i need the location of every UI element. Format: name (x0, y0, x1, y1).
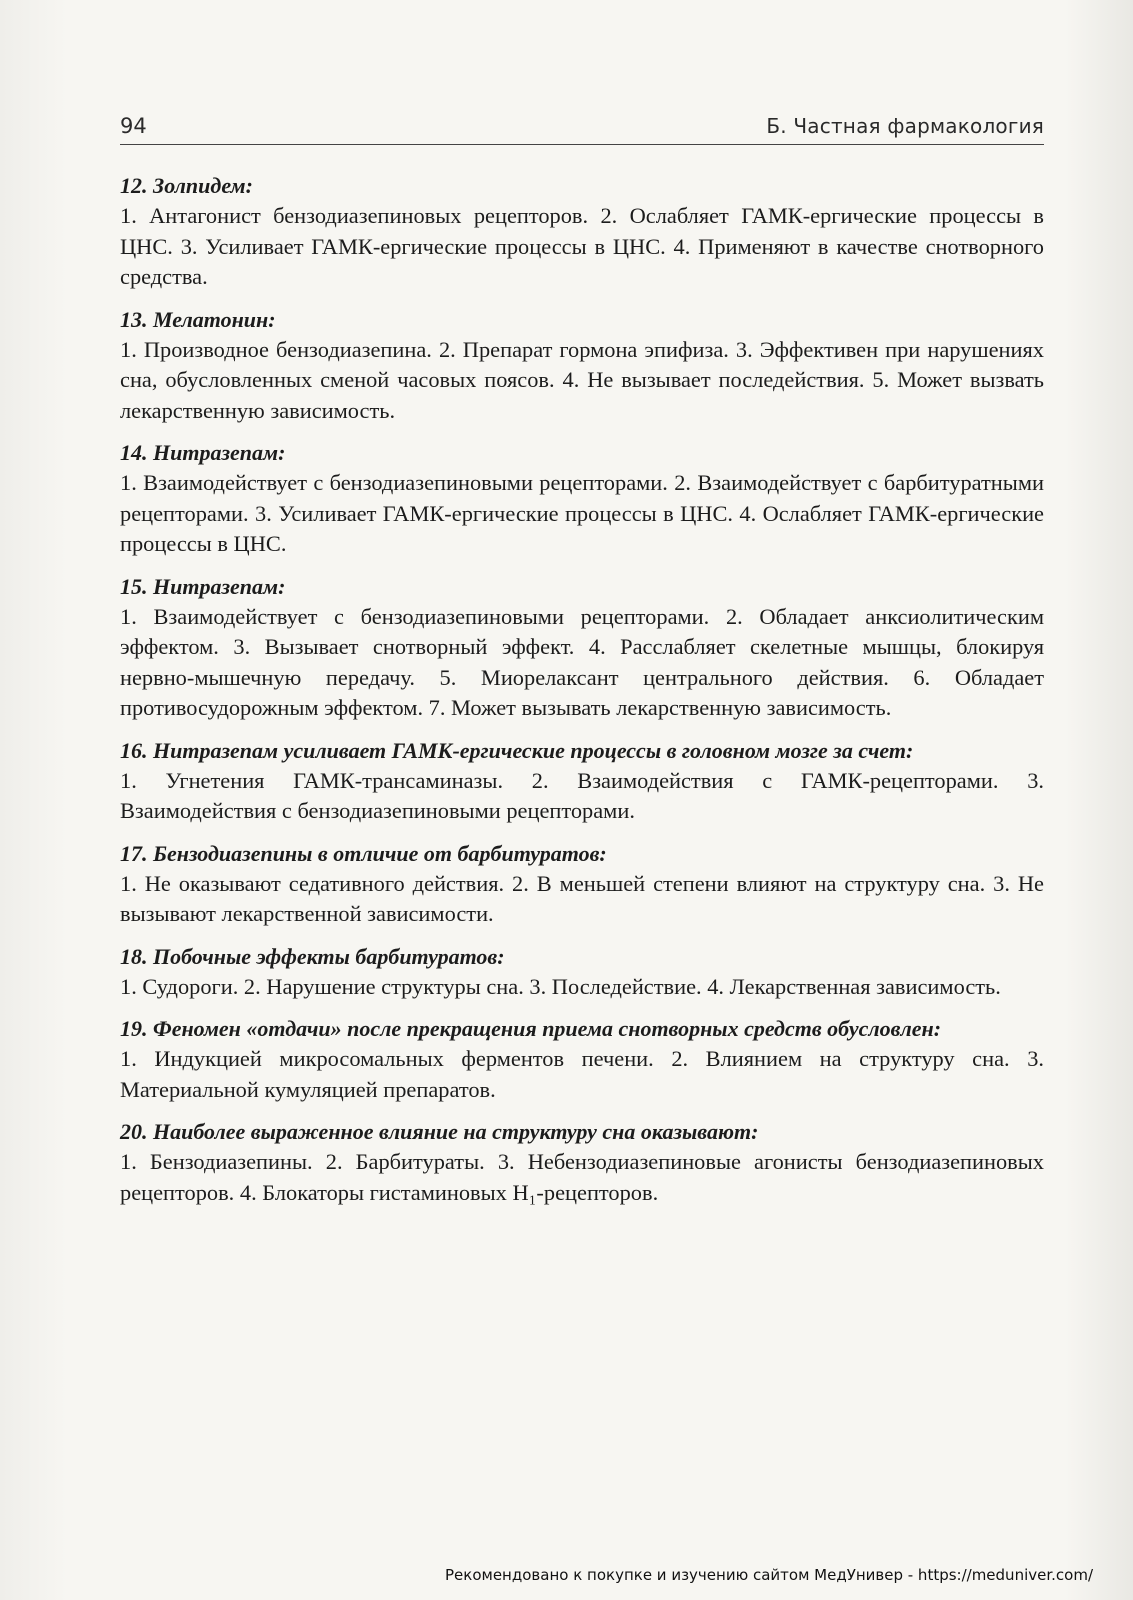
question-title: 19. Феномен «отдачи» после прекращения приема снотворных средств обусловлен: (120, 1016, 942, 1041)
question-13 (120, 307, 1044, 427)
question-20 (120, 1119, 1044, 1208)
question-options: 1. Производное бензодиазепина. 2. Препарат гормона эпифиза. 3. Эффективен при нарушениях сна, обусловленных сменой часовых поясов. 4. Не вызывает последействия. 5. Может вызвать лекарственную зависимость. (120, 336, 1044, 423)
question-19 (120, 1016, 1044, 1105)
question-17 (120, 841, 1044, 930)
running-title: Б. Частная фармакология (766, 114, 1044, 138)
question-options: 1. Антагонист бензодиазепиновых рецепторов. 2. Ослабляет ГАМК-ергические процессы в ЦНС. 3. Усиливает ГАМК-ергические процессы в ЦНС. 4. Применяют в качестве снотворного средства. (120, 203, 1044, 289)
question-options: 1. Взаимодействует с бензодиазепиновыми рецепторами. 2. Взаимодействует с барбитуратными рецепторами. 3. Усиливает ГАМК-ергические процессы в ЦНС. 4. Ослабляет ГАМК-ергические процессы в ЦНС. (120, 470, 1044, 556)
question-options: 1. Бензодиазепины. 2. Барбитураты. 3. Небензодиазепиновые агонисты бензодиазепиновых рецепторов. 4. Блокаторы гистаминовых H₁-рецепторов. (120, 1149, 1044, 1205)
question-14 (120, 440, 1044, 560)
question-12 (120, 173, 1044, 293)
question-options: 1. Индукцией микросомальных ферментов печени. 2. Влиянием на структуру сна. 3. Материальной кумуляцией препаратов. (120, 1046, 1044, 1102)
question-15 (120, 574, 1044, 724)
question-title: 17. Бензодиазепины в отличие от барбитуратов: (120, 840, 607, 866)
question-options: 1. Не оказывают седативного действия. 2. В меньшей степени влияют на структуру сна. 3. Не вызывают лекарственной зависимости. (120, 870, 1044, 926)
question-options: 1. Угнетения ГАМК-трансаминазы. 2. Взаимодействия с ГАМК-рецепторами. 3. Взаимодействия с бензодиазепиновыми рецепторами. (120, 767, 1044, 823)
question-title: 12. Золпидем: (120, 173, 253, 198)
page-header (120, 112, 1044, 145)
question-title: 13. Мелатонин: (120, 306, 276, 332)
question-options: 1. Взаимодействует с бензодиазепиновыми рецепторами. 2. Обладает анксиолитическим эффектом. 3. Вызывает снотворный эффект. 4. Расслабляет скелетные мышцы, блокируя нервно-мышечную передачу. 5. Миорелаксант центрального действия. 6. Обладает противосудорожным эффектом. 7. Может вызывать лекарственную зависимость. (120, 603, 1044, 720)
question-title: 14. Нитразепам: (120, 440, 286, 465)
question-title: 15. Нитразепам: (120, 573, 286, 599)
question-18 (120, 944, 1044, 1003)
footer-watermark-text: Рекомендовано к покупке и изучению сайтом МедУнивер - https://meduniver.com/ (445, 1566, 1093, 1584)
question-title: 20. Наиболее выраженное влияние на структуру сна оказывают: (120, 1119, 759, 1144)
questions-list (120, 173, 1044, 1222)
question-16 (120, 738, 1044, 827)
question-title: 16. Нитразепам усиливает ГАМК-ергические процессы в головном мозге за счет: (120, 737, 914, 763)
page-number: 94 (120, 114, 147, 138)
question-title: 18. Побочные эффекты барбитуратов: (120, 943, 505, 969)
question-options: 1. Судороги. 2. Нарушение структуры сна. 3. Последействие. 4. Лекарственная зависимость. (120, 973, 1001, 999)
